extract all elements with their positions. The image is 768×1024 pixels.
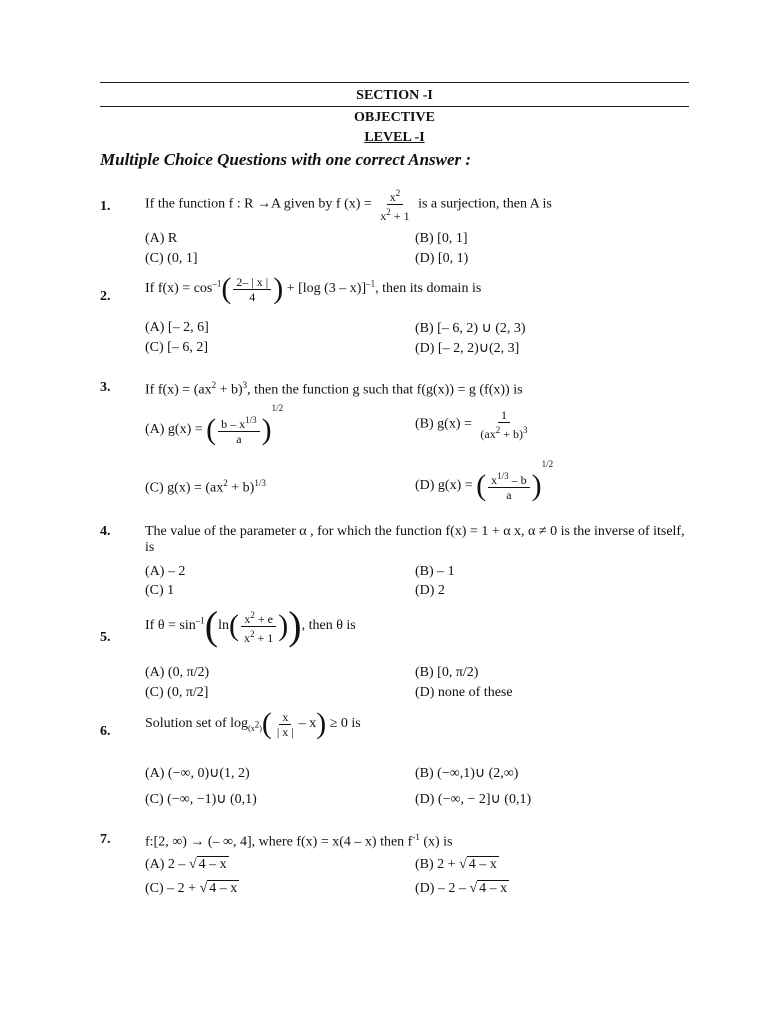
question-number: 4. bbox=[100, 524, 111, 539]
question-5-text: If $\theta = \sin^{-1}(\ln$( $\frac{x^2 + e}{x^2 + 1}$ )), then θ is bbox=[145, 603, 356, 648]
level-label: LEVEL -I bbox=[364, 130, 425, 145]
q1-option-a[interactable]: (A) R bbox=[145, 231, 178, 246]
paren-close: ) bbox=[531, 468, 542, 502]
mcq-heading: Multiple Choice Questions with one correct Answer : bbox=[100, 150, 472, 169]
top-rule bbox=[100, 82, 689, 83]
paren-open: ( bbox=[221, 272, 232, 305]
question-1-text bbox=[145, 186, 552, 223]
paren-open: ( bbox=[204, 603, 219, 648]
question-number: 2. bbox=[100, 289, 111, 304]
q3-option-c[interactable]: (C) $g(x) = (ax^2 + b)^{1/3}$ bbox=[145, 478, 266, 496]
q1-text-start: If the function f : R →A given by f (x) = bbox=[145, 196, 376, 212]
question-2-text: If $f(x) = \cos^{-1}$( $\frac{2- | x |}{4}$ ) + [log (3 – x)]$^{-1}$, then its domain is bbox=[145, 272, 482, 305]
question-6-text: Solution set of $\log_{(x^2)}$( $\frac{x}{| x |}$ – x) ≥ 0 is bbox=[145, 707, 361, 740]
q1-text-end: is a surjection, then A is bbox=[414, 196, 552, 212]
q2-option-c[interactable]: (C) [– 6, 2] bbox=[145, 340, 208, 355]
paren-open: ( bbox=[228, 609, 239, 642]
q2-option-b[interactable]: (B) [– 6, 2) ∪ (2, 3) bbox=[415, 321, 526, 336]
q6-option-c[interactable]: (C) (−∞, −1)∪ (0,1) bbox=[145, 792, 257, 807]
paren-open: ( bbox=[476, 468, 487, 502]
question-number: 5. bbox=[100, 630, 111, 645]
paren-close: ) bbox=[273, 272, 284, 305]
q5-option-b[interactable]: (B) [0, π/2) bbox=[415, 665, 479, 680]
paren-close: ) bbox=[316, 707, 327, 740]
paren-close: ) bbox=[278, 609, 289, 642]
level-title bbox=[100, 130, 689, 146]
q2-option-d[interactable]: (D) [– 2, 2)∪(2, 3] bbox=[415, 341, 520, 356]
q3-option-d[interactable]: (D) g(x) = ( $\frac{x^{1/3} - b}{a}$ )$^{1/2}$ bbox=[415, 459, 554, 503]
question-number: 3. bbox=[100, 380, 111, 395]
q4-option-a[interactable]: (A) – 2 bbox=[145, 564, 186, 579]
q6-option-a[interactable]: (A) (−∞, 0)∪(1, 2) bbox=[145, 766, 250, 781]
q7-option-b[interactable]: (B) 2 + √ 4 – x bbox=[415, 857, 497, 872]
q7-option-d[interactable]: (D) – 2 – √ 4 – x bbox=[415, 881, 508, 896]
q2-option-a[interactable]: (A) [– 2, 6] bbox=[145, 320, 209, 335]
q4-option-d[interactable]: (D) 2 bbox=[415, 583, 445, 598]
q4-option-c[interactable]: (C) 1 bbox=[145, 583, 175, 598]
q7-option-a[interactable]: (A) 2 – √ 4 – x bbox=[145, 857, 227, 872]
question-number: 6. bbox=[100, 724, 111, 739]
q1-fraction: $\frac{x^2}{x^2 + 1}$ bbox=[380, 188, 410, 223]
q1-option-c[interactable]: (C) (0, 1] bbox=[145, 251, 198, 266]
q4-option-b[interactable]: (B) – 1 bbox=[415, 564, 455, 579]
question-4-text: The value of the parameter α , for which the function f(x) = 1 + α x, α ≠ 0 is the inverse of itself, is bbox=[145, 524, 685, 555]
q2-fraction: $\frac{2- | x |}{4}$ bbox=[233, 275, 271, 304]
section-rule bbox=[100, 106, 689, 107]
question-number: 7. bbox=[100, 832, 111, 847]
objective-title: OBJECTIVE bbox=[354, 110, 435, 125]
q6-option-b[interactable]: (B) (−∞,1)∪ (2,∞) bbox=[415, 766, 519, 781]
q1-option-d[interactable]: (D) [0, 1) bbox=[415, 251, 469, 266]
q5-option-d[interactable]: (D) none of these bbox=[415, 685, 513, 700]
question-7-text: f:[2, ∞) → (– ∞, 4], where f(x) = x(4 – x) then $f^{-1}$ (x) is bbox=[145, 832, 453, 850]
paren-open: ( bbox=[206, 412, 217, 446]
q1-option-b[interactable]: (B) [0, 1] bbox=[415, 231, 468, 246]
q5-option-c[interactable]: (C) (0, π/2] bbox=[145, 685, 209, 700]
question-number: 1. bbox=[100, 199, 111, 214]
q3-option-a[interactable]: (A) g(x) = ( $\frac{b - x^{1/3}}{a}$ )$^{1/2}$ bbox=[145, 403, 284, 447]
section-title: SECTION -I bbox=[356, 88, 433, 103]
q6-option-d[interactable]: (D) (−∞, − 2]∪ (0,1) bbox=[415, 792, 532, 807]
q5-option-a[interactable]: (A) (0, π/2) bbox=[145, 665, 210, 680]
paren-close: ) bbox=[261, 412, 272, 446]
q7-option-c[interactable]: (C) – 2 + √ 4 – x bbox=[145, 881, 238, 896]
paren-close: ) bbox=[288, 603, 302, 648]
question-3-text: If $f(x) = (ax^2 + b)^3$, then the function g such that f(g(x)) = g (f(x)) is bbox=[145, 380, 523, 398]
q3-option-b[interactable]: (B) g(x) = $\frac{1}{(ax^2 + b)^3}$ bbox=[415, 408, 528, 441]
paren-open: ( bbox=[261, 707, 272, 740]
